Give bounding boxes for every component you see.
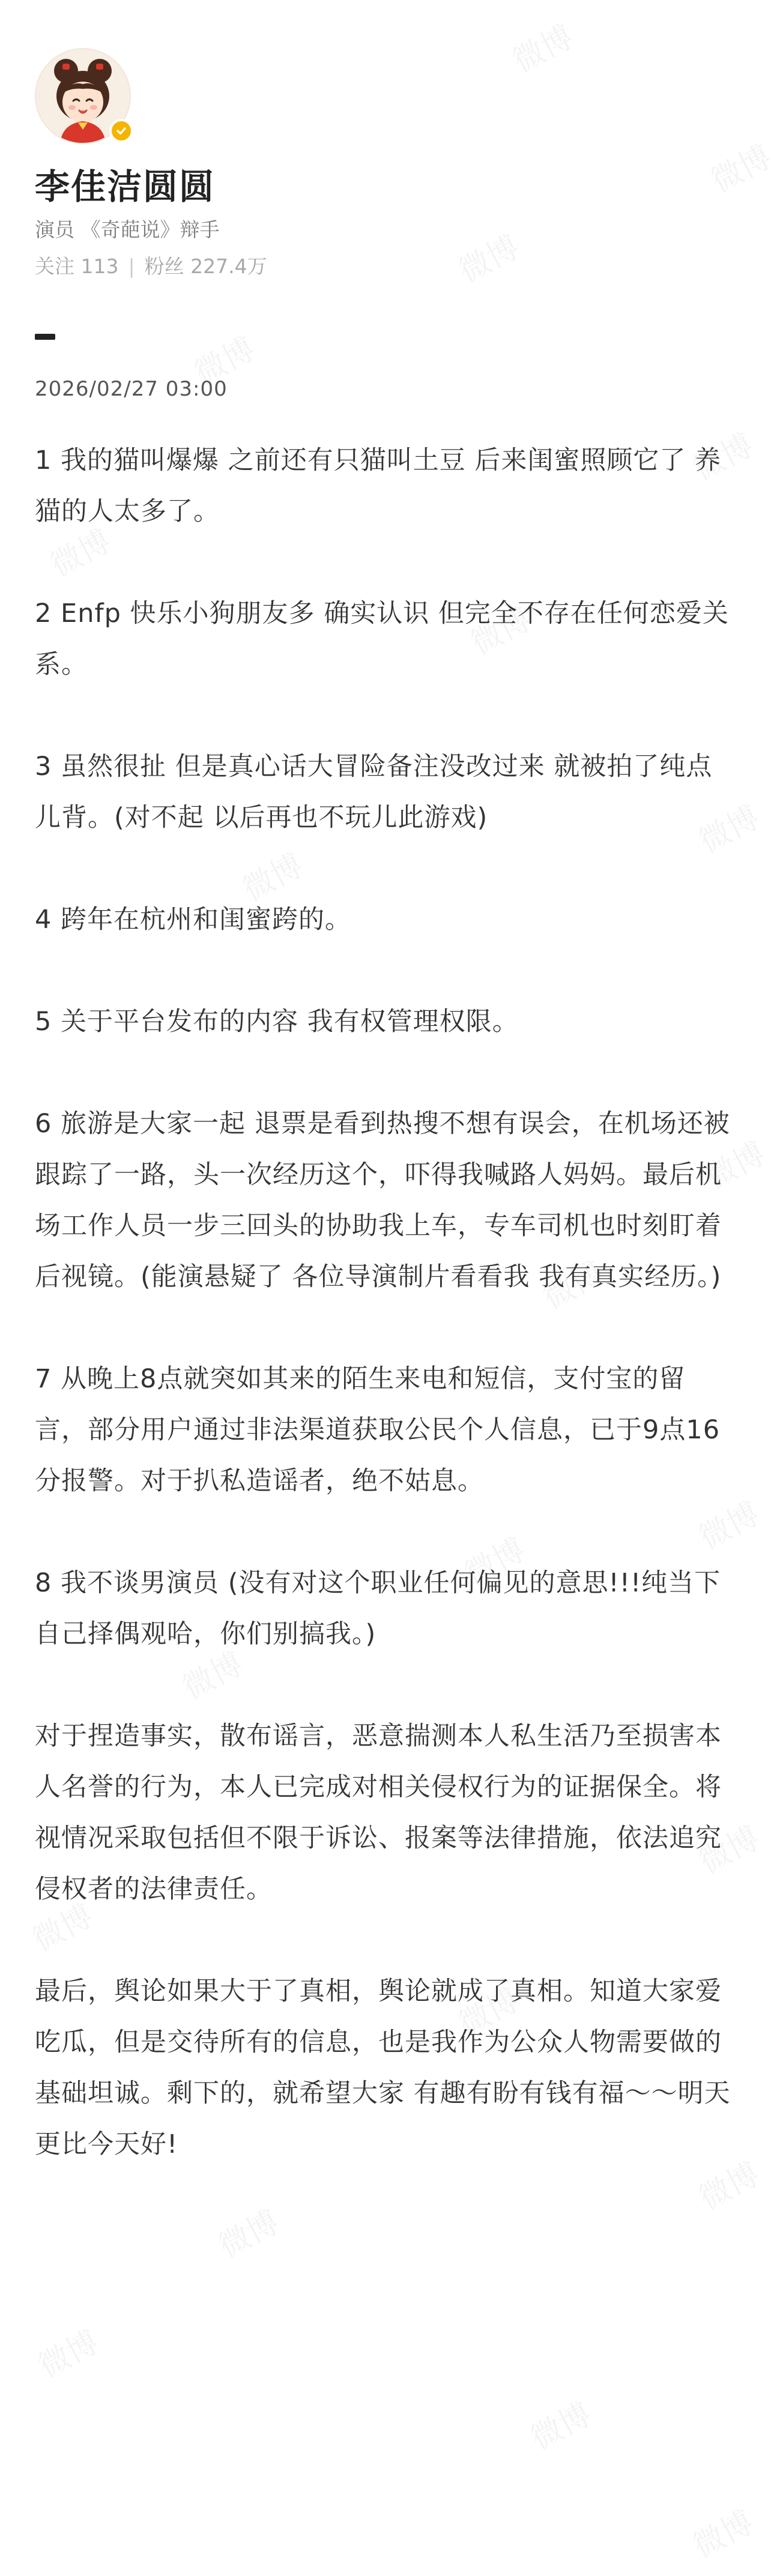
post-paragraph: 3 虽然很扯 但是真心话大冒险备注没改过来 就被拍了纯点儿背。(对不起 以后再也不玩儿此游戏) bbox=[35, 752, 713, 833]
post-paragraph: 8 我不谈男演员 (没有对这个职业任何偏见的意思!!!纯当下自己择偶观哈，你们别搞我。) bbox=[35, 1568, 721, 1649]
profile-subtitle: 演员 《奇葩说》辩手 bbox=[35, 217, 220, 241]
post-paragraph: 1 我的猫叫爆爆 之前还有只猫叫土豆 后来闺蜜照顾它了 养猫的人太多了。 bbox=[35, 445, 722, 526]
divider-dash bbox=[35, 334, 55, 340]
profile-name[interactable]: 李佳洁圆圆 bbox=[35, 166, 216, 207]
post-paragraph: 5 关于平台发布的内容 我有权管理权限。 bbox=[35, 1007, 519, 1037]
follow-count[interactable]: 关注 113 bbox=[35, 254, 119, 278]
post-paragraph: 4 跨年在杭州和闺蜜跨的。 bbox=[35, 905, 352, 935]
avatar-container[interactable] bbox=[35, 48, 131, 144]
watermark bbox=[521, 2389, 597, 2458]
fans-count[interactable]: 粉丝 227.4万 bbox=[144, 254, 267, 278]
watermark bbox=[209, 2197, 285, 2266]
stats-separator: | bbox=[128, 254, 135, 278]
watermark bbox=[683, 2497, 760, 2566]
profile-stats bbox=[35, 254, 737, 280]
post-content bbox=[35, 435, 737, 2170]
post-paragraph: 6 旅游是大家一起 退票是看到热搜不想有误会，在机场还被跟踪了一路，头一次经历这个，吓得我喊路人妈妈。最后机场工作人员一步三回头的协助我上车，专车司机也时刻盯着后视镜。(能演悬疑了 各位导演制片看看我 我有真实经历。) bbox=[35, 1109, 730, 1292]
post-date: 2026/02/27 03:00 bbox=[35, 377, 228, 401]
post-paragraph: 对于捏造事实，散布谣言，恶意揣测本人私生活乃至损害本人名誉的行为，本人已完成对相关侵权行为的证据保全。将视情况采取包括但不限于诉讼、报案等法律措施，依法追究侵权者的法律责任。 bbox=[35, 1721, 722, 1904]
post-paragraph: 2 Enfp 快乐小狗朋友多 确实认识 但完全不存在任何恋爱关系。 bbox=[35, 599, 729, 680]
verified-badge-icon bbox=[109, 119, 133, 143]
profile-header bbox=[35, 48, 737, 280]
watermark bbox=[29, 2317, 105, 2386]
post-paragraph: 最后，舆论如果大于了真相，舆论就成了真相。知道大家爱吃瓜，但是交待所有的信息，也是我作为公众人物需要做的基础坦诚。剩下的，就希望大家 有趣有盼有钱有福～～明天更比今天好! bbox=[35, 1976, 731, 2159]
post-paragraph: 7 从晚上8点就突如其来的陌生来电和短信，支付宝的留言，部分用户通过非法渠道获取公民个人信息，已于9点16分报警。对于扒私造谣者，绝不姑息。 bbox=[35, 1364, 721, 1496]
